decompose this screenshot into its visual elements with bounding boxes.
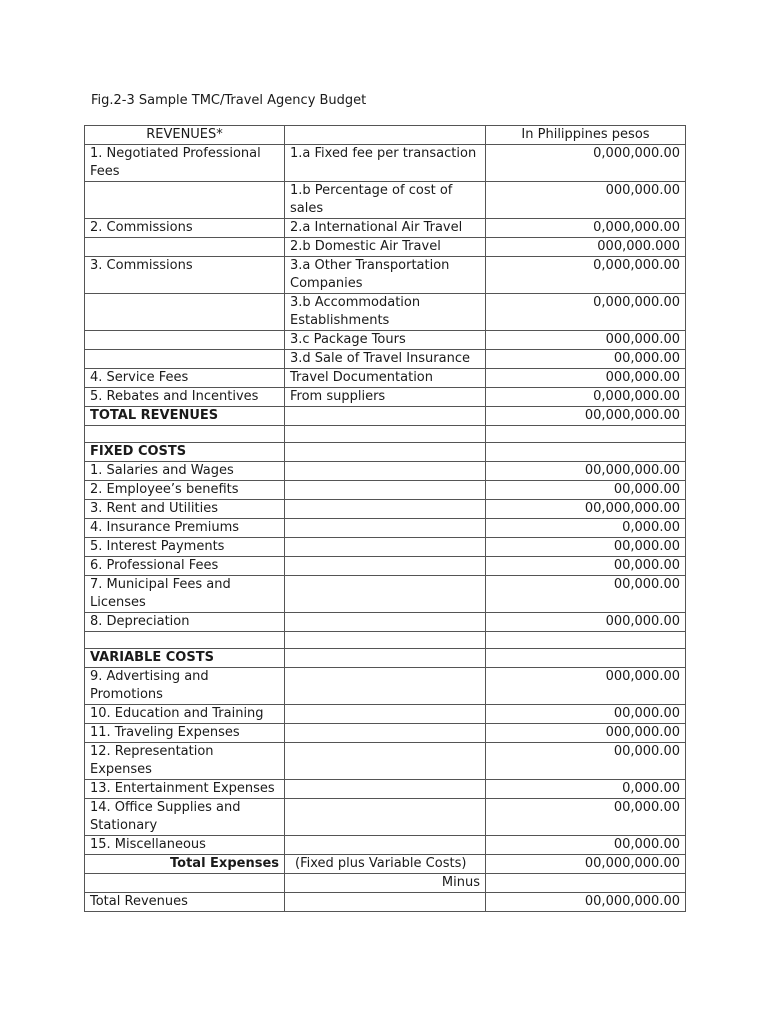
item-cell: 1. Negotiated Professional Fees <box>85 145 285 182</box>
table-row <box>85 874 686 893</box>
detail-cell <box>285 743 486 780</box>
table-row <box>85 369 686 388</box>
table-row <box>85 500 686 519</box>
detail-cell <box>285 668 486 705</box>
item-cell: FIXED COSTS <box>85 443 285 462</box>
item-cell: 6. Professional Fees <box>85 557 285 576</box>
amount-cell: 0,000,000.00 <box>486 388 686 407</box>
budget-table <box>84 125 686 912</box>
header-blank <box>285 126 486 145</box>
amount-cell <box>486 443 686 462</box>
detail-cell <box>285 500 486 519</box>
amount-cell: 00,000.00 <box>486 538 686 557</box>
table-row <box>85 668 686 705</box>
detail-cell: 3.a Other Transportation Companies <box>285 257 486 294</box>
amount-cell: 00,000,000.00 <box>486 893 686 912</box>
detail-cell: From suppliers <box>285 388 486 407</box>
budget-table-body <box>85 126 686 912</box>
amount-cell: 000,000.00 <box>486 182 686 219</box>
table-row <box>85 219 686 238</box>
amount-cell: 0,000.00 <box>486 519 686 538</box>
item-cell: 8. Depreciation <box>85 613 285 632</box>
table-row <box>85 632 686 649</box>
amount-cell: 0,000,000.00 <box>486 294 686 331</box>
item-cell: 5. Interest Payments <box>85 538 285 557</box>
amount-cell: 0,000,000.00 <box>486 219 686 238</box>
amount-cell: 00,000,000.00 <box>486 500 686 519</box>
table-row <box>85 780 686 799</box>
amount-cell: 00,000,000.00 <box>486 855 686 874</box>
detail-cell <box>285 538 486 557</box>
amount-cell: 0,000.00 <box>486 780 686 799</box>
detail-cell: 1.b Percentage of cost of sales <box>285 182 486 219</box>
detail-cell: 3.c Package Tours <box>285 331 486 350</box>
table-row <box>85 576 686 613</box>
detail-cell <box>285 462 486 481</box>
detail-cell: Travel Documentation <box>285 369 486 388</box>
amount-cell: 000,000.00 <box>486 369 686 388</box>
item-cell: Total Expenses <box>85 855 285 874</box>
table-row <box>85 407 686 426</box>
detail-cell: 2.a International Air Travel <box>285 219 486 238</box>
item-cell <box>85 350 285 369</box>
detail-cell <box>285 705 486 724</box>
item-cell: Total Revenues <box>85 893 285 912</box>
table-row <box>85 855 686 874</box>
table-row <box>85 388 686 407</box>
header-currency: In Philippines pesos <box>486 126 686 145</box>
table-row <box>85 182 686 219</box>
detail-cell <box>285 632 486 649</box>
detail-cell <box>285 426 486 443</box>
table-row <box>85 257 686 294</box>
item-cell: 14. Office Supplies and Stationary <box>85 799 285 836</box>
item-cell: 5. Rebates and Incentives <box>85 388 285 407</box>
detail-cell <box>285 557 486 576</box>
detail-cell: 3.d Sale of Travel Insurance <box>285 350 486 369</box>
item-cell: 9. Advertising and Promotions <box>85 668 285 705</box>
detail-cell <box>285 407 486 426</box>
detail-cell: 3.b Accommodation Establishments <box>285 294 486 331</box>
amount-cell: 00,000.00 <box>486 576 686 613</box>
detail-cell <box>285 481 486 500</box>
item-cell: 4. Insurance Premiums <box>85 519 285 538</box>
table-row <box>85 481 686 500</box>
detail-cell: 2.b Domestic Air Travel <box>285 238 486 257</box>
detail-cell: 1.a Fixed fee per transaction <box>285 145 486 182</box>
item-cell: 1. Salaries and Wages <box>85 462 285 481</box>
table-row <box>85 331 686 350</box>
table-row <box>85 350 686 369</box>
table-row <box>85 426 686 443</box>
detail-cell <box>285 576 486 613</box>
amount-cell <box>486 649 686 668</box>
amount-cell: 00,000.00 <box>486 350 686 369</box>
amount-cell: 000,000.00 <box>486 331 686 350</box>
amount-cell <box>486 426 686 443</box>
amount-cell: 00,000,000.00 <box>486 407 686 426</box>
amount-cell <box>486 632 686 649</box>
amount-cell: 000,000.00 <box>486 724 686 743</box>
item-cell: 4. Service Fees <box>85 369 285 388</box>
amount-cell: 00,000,000.00 <box>486 462 686 481</box>
item-cell <box>85 182 285 219</box>
amount-cell: 000,000.000 <box>486 238 686 257</box>
amount-cell: 000,000.00 <box>486 668 686 705</box>
figure-caption: Fig.2-3 Sample TMC/Travel Agency Budget <box>91 93 367 108</box>
table-row <box>85 893 686 912</box>
amount-cell: 0,000,000.00 <box>486 257 686 294</box>
item-cell: VARIABLE COSTS <box>85 649 285 668</box>
item-cell <box>85 238 285 257</box>
table-row <box>85 538 686 557</box>
item-cell: 3. Commissions <box>85 257 285 294</box>
item-cell <box>85 632 285 649</box>
table-row <box>85 836 686 855</box>
item-cell: 11. Traveling Expenses <box>85 724 285 743</box>
amount-cell: 00,000.00 <box>486 743 686 780</box>
item-cell: 10. Education and Training <box>85 705 285 724</box>
table-row <box>85 462 686 481</box>
table-row <box>85 799 686 836</box>
item-cell <box>85 331 285 350</box>
item-cell: 12. Representation Expenses <box>85 743 285 780</box>
table-row <box>85 649 686 668</box>
item-cell: 2. Employee’s benefits <box>85 481 285 500</box>
detail-cell <box>285 443 486 462</box>
amount-cell: 00,000.00 <box>486 836 686 855</box>
detail-cell <box>285 780 486 799</box>
amount-cell: 000,000.00 <box>486 613 686 632</box>
detail-cell <box>285 613 486 632</box>
item-cell: 15. Miscellaneous <box>85 836 285 855</box>
item-cell: TOTAL REVENUES <box>85 407 285 426</box>
item-cell: 2. Commissions <box>85 219 285 238</box>
table-row <box>85 613 686 632</box>
item-cell <box>85 426 285 443</box>
detail-cell <box>285 836 486 855</box>
amount-cell <box>486 874 686 893</box>
detail-cell <box>285 649 486 668</box>
amount-cell: 0,000,000.00 <box>486 145 686 182</box>
table-row <box>85 705 686 724</box>
amount-cell: 00,000.00 <box>486 799 686 836</box>
detail-cell <box>285 519 486 538</box>
detail-cell <box>285 799 486 836</box>
table-row <box>85 557 686 576</box>
amount-cell: 00,000.00 <box>486 481 686 500</box>
table-row <box>85 294 686 331</box>
detail-cell <box>285 724 486 743</box>
item-cell: 13. Entertainment Expenses <box>85 780 285 799</box>
table-row <box>85 238 686 257</box>
item-cell <box>85 294 285 331</box>
table-row <box>85 743 686 780</box>
item-cell <box>85 874 285 893</box>
detail-cell: (Fixed plus Variable Costs) <box>285 855 486 874</box>
header-revenues: REVENUES* <box>85 126 285 145</box>
detail-cell <box>285 893 486 912</box>
amount-cell: 00,000.00 <box>486 557 686 576</box>
detail-cell: Minus <box>285 874 486 893</box>
table-header-row <box>85 126 686 145</box>
table-row <box>85 145 686 182</box>
item-cell: 3. Rent and Utilities <box>85 500 285 519</box>
amount-cell: 00,000.00 <box>486 705 686 724</box>
table-row <box>85 519 686 538</box>
table-row <box>85 724 686 743</box>
item-cell: 7. Municipal Fees and Licenses <box>85 576 285 613</box>
table-row <box>85 443 686 462</box>
